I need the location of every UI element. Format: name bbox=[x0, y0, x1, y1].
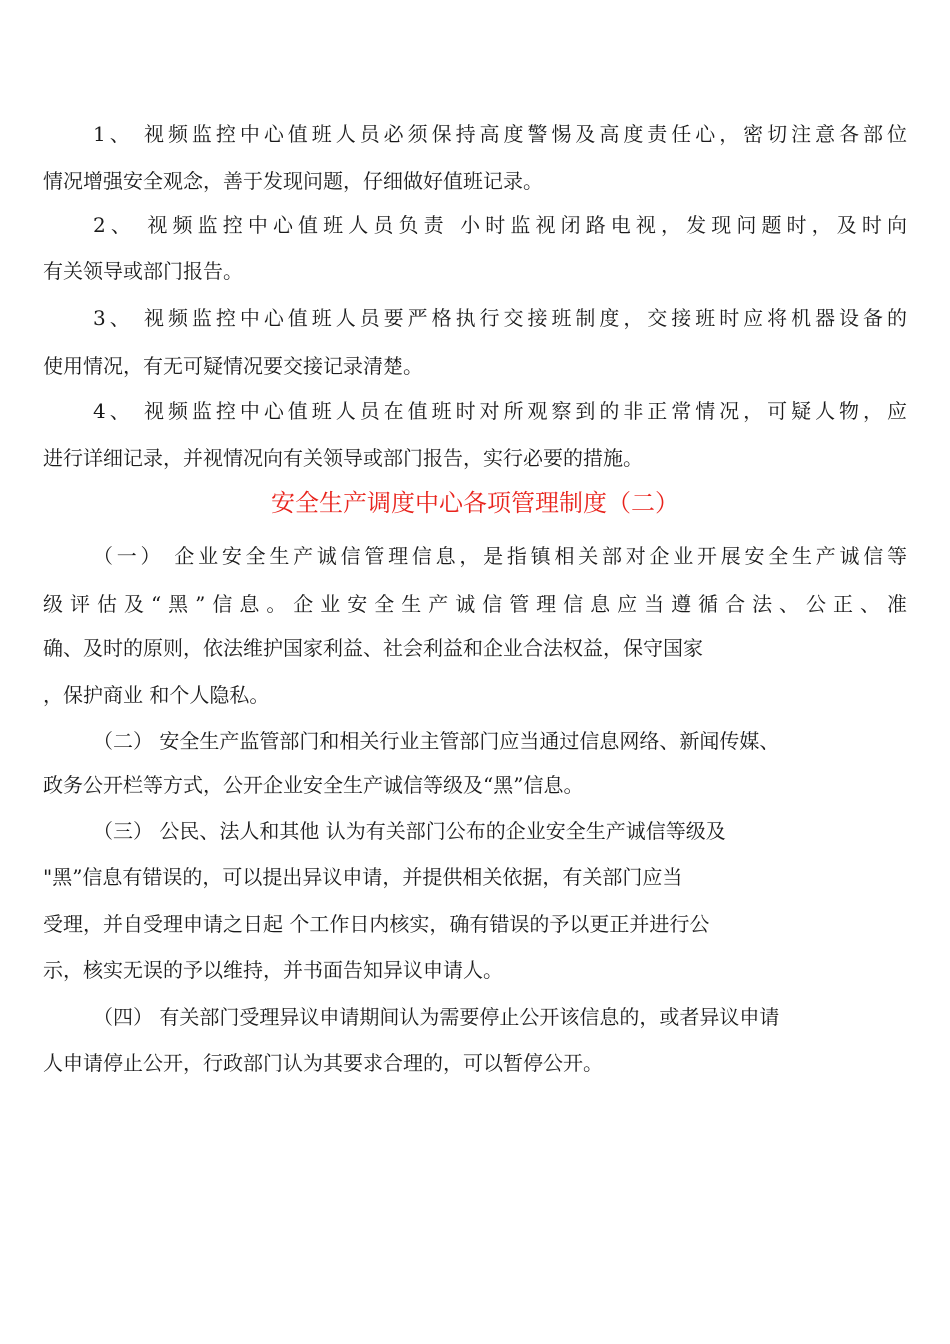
item-4-line-2: 人申请停止公开，行政部门认为其要求合理的，可以暂停公开。 bbox=[43, 1051, 603, 1075]
item-3-line-1: （三） 公民、法人和其他 认为有关部门公布的企业安全生产诚信等级及 bbox=[93, 819, 726, 843]
paragraph-1-line-1: 1、 视频监控中心值班人员必须保持高度警惕及高度责任心，密切注意各部位 bbox=[93, 122, 907, 146]
paragraph-3-line-1: 3、 视频监控中心值班人员要严格执行交接班制度，交接班时应将机器设备的 bbox=[93, 306, 907, 330]
item-1-line-1: （一） 企业安全生产诚信管理信息，是指镇相关部对企业开展安全生产诚信等 bbox=[93, 544, 907, 568]
paragraph-4-line-1: 4、 视频监控中心值班人员在值班时对所观察到的非正常情况，可疑人物，应 bbox=[93, 399, 907, 423]
paragraph-4-line-2: 进行详细记录，并视情况向有关领导或部门报告，实行必要的措施。 bbox=[43, 446, 643, 470]
item-2-line-1: （二） 安全生产监管部门和相关行业主管部门应当通过信息网络、新闻传媒、 bbox=[93, 729, 780, 753]
paragraph-2-line-2: 有关领导或部门报告。 bbox=[43, 259, 243, 283]
item-3-line-2: "黑”信息有错误的，可以提出异议申请，并提供相关依据，有关部门应当 bbox=[43, 865, 683, 889]
item-1-line-4: ，保护商业 和个人隐私。 bbox=[43, 683, 270, 707]
item-3-line-4: 示，核实无误的予以维持，并书面告知异议申请人。 bbox=[43, 958, 503, 982]
item-3-line-3: 受理，并自受理申请之日起 个工作日内核实，确有错误的予以更正并进行公 bbox=[43, 912, 710, 936]
item-1-line-2: 级评估及“黑”信息。企业安全生产诚信管理信息应当遵循合法、公正、准 bbox=[43, 592, 907, 616]
item-1-line-3: 确、及时的原则，依法维护国家利益、社会利益和企业合法权益，保守国家 bbox=[43, 636, 703, 660]
paragraph-3-line-2: 使用情况，有无可疑情况要交接记录清楚。 bbox=[43, 354, 423, 378]
item-4-line-1: （四） 有关部门受理异议申请期间认为需要停止公开该信息的，或者异议申请 bbox=[93, 1005, 780, 1029]
section-title: 安全生产调度中心各项管理制度（二） bbox=[271, 489, 679, 517]
paragraph-1-line-2: 情况增强安全观念，善于发现问题，仔细做好值班记录。 bbox=[43, 169, 543, 193]
paragraph-2-line-1: 2、 视频监控中心值班人员负责 小时监视闭路电视，发现问题时，及时向 bbox=[93, 213, 907, 237]
item-2-line-2: 政务公开栏等方式，公开企业安全生产诚信等级及“黑”信息。 bbox=[43, 773, 584, 797]
